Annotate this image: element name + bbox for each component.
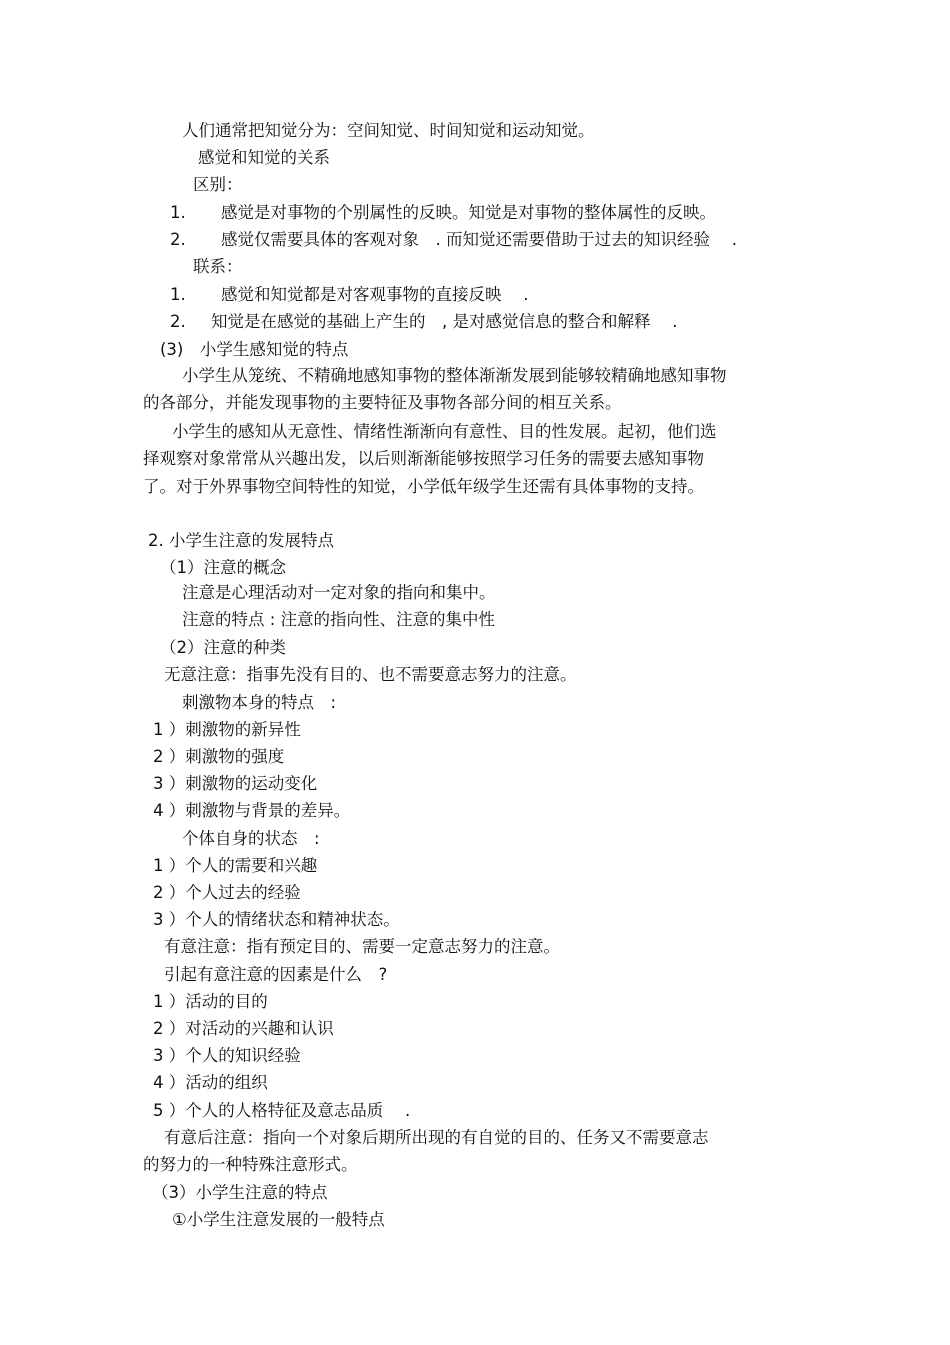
attention-features: 注意的特点 : 注意的指向性、注意的集中性 — [182, 610, 496, 629]
attention-concept-heading: （1）注意的概念 — [160, 558, 286, 577]
difference-text-2: 感觉仅需要具体的客观对象 . 而知觉还需要借助于过去的知识经验 . — [221, 230, 737, 249]
difference-label: 区别： — [193, 175, 243, 194]
post-voluntary-line-1: 有意后注意：指向一个对象后期所出现的有自觉的目的、任务又不需要意志 — [164, 1128, 709, 1147]
difference-number-2: 2. — [170, 230, 186, 249]
attention-definition: 注意是心理活动对一定对象的指向和集中。 — [182, 583, 496, 602]
post-voluntary-line-2: 的努力的一种特殊注意形式。 — [143, 1155, 358, 1174]
stimulus-item-2: 2 ）刺激物的强度 — [153, 747, 285, 766]
perception-classification: 人们通常把知觉分为：空间知觉、时间知觉和运动知觉。 — [182, 121, 595, 140]
connection-text-2: 知觉是在感觉的基础上产生的 , 是对感觉信息的整合和解释 . — [211, 312, 678, 331]
voluntary-attention: 有意注意：指有预定目的、需要一定意志努力的注意。 — [164, 937, 560, 956]
paragraph-2-line-2: 择观察对象常常从兴趣出发，以后则渐渐能够按照学习任务的需要去感知事物 — [143, 449, 704, 468]
paragraph-2-line-1: 小学生的感知从无意性、情绪性渐渐向有意性、目的性发展。起初，他们选 — [172, 422, 717, 441]
difference-number-1: 1. — [170, 203, 186, 222]
paragraph-2-line-3: 了。对于外界事物空间特性的知觉，小学低年级学生还需有具体事物的支持。 — [143, 477, 704, 496]
connection-label: 联系： — [193, 257, 243, 276]
individual-state-heading: 个体自身的状态 : — [182, 829, 320, 848]
relation-heading: 感觉和知觉的关系 — [198, 148, 330, 167]
stimulus-heading: 刺激物本身的特点 : — [182, 693, 337, 712]
attention-types-heading: （2）注意的种类 — [160, 638, 286, 657]
paragraph-1-line-1: 小学生从笼统、不精确地感知事物的整体渐渐发展到能够较精确地感知事物 — [182, 366, 727, 385]
factor-item-1: 1 ）活动的目的 — [153, 992, 268, 1011]
individual-item-1: 1 ）个人的需要和兴趣 — [153, 856, 318, 875]
individual-item-3: 3 ）个人的情绪状态和精神状态。 — [153, 910, 400, 929]
pupil-attention-heading: （3）小学生注意的特点 — [152, 1183, 328, 1202]
factor-item-3: 3 ）个人的知识经验 — [153, 1046, 301, 1065]
stimulus-item-3: 3 ）刺激物的运动变化 — [153, 774, 318, 793]
factor-item-4: 4 ）活动的组织 — [153, 1073, 268, 1092]
involuntary-attention: 无意注意：指事先没有目的、也不需要意志努力的注意。 — [164, 665, 577, 684]
individual-item-2: 2 ）个人过去的经验 — [153, 883, 301, 902]
connection-text-1: 感觉和知觉都是对客观事物的直接反映 . — [221, 285, 529, 304]
factor-item-5: 5 ）个人的人格特征及意志品质 . — [153, 1101, 411, 1120]
factors-question: 引起有意注意的因素是什么 ? — [164, 965, 388, 984]
paragraph-1-line-2: 的各部分，并能发现事物的主要特征及事物各部分间的相互关系。 — [143, 393, 622, 412]
general-features-heading: ①小学生注意发展的一般特点 — [172, 1210, 385, 1229]
connection-number-1: 1. — [170, 285, 186, 304]
stimulus-item-4: 4 ）刺激物与背景的差异。 — [153, 801, 351, 820]
factor-item-2: 2 ）对活动的兴趣和认识 — [153, 1019, 334, 1038]
connection-number-2: 2. — [170, 312, 186, 331]
attention-section-heading: 2. 小学生注意的发展特点 — [148, 531, 334, 550]
stimulus-item-1: 1 ）刺激物的新异性 — [153, 720, 301, 739]
difference-text-1: 感觉是对事物的个别属性的反映。知觉是对事物的整体属性的反映。 — [221, 203, 716, 222]
pupil-perception-heading: (3) 小学生感知觉的特点 — [160, 340, 349, 359]
